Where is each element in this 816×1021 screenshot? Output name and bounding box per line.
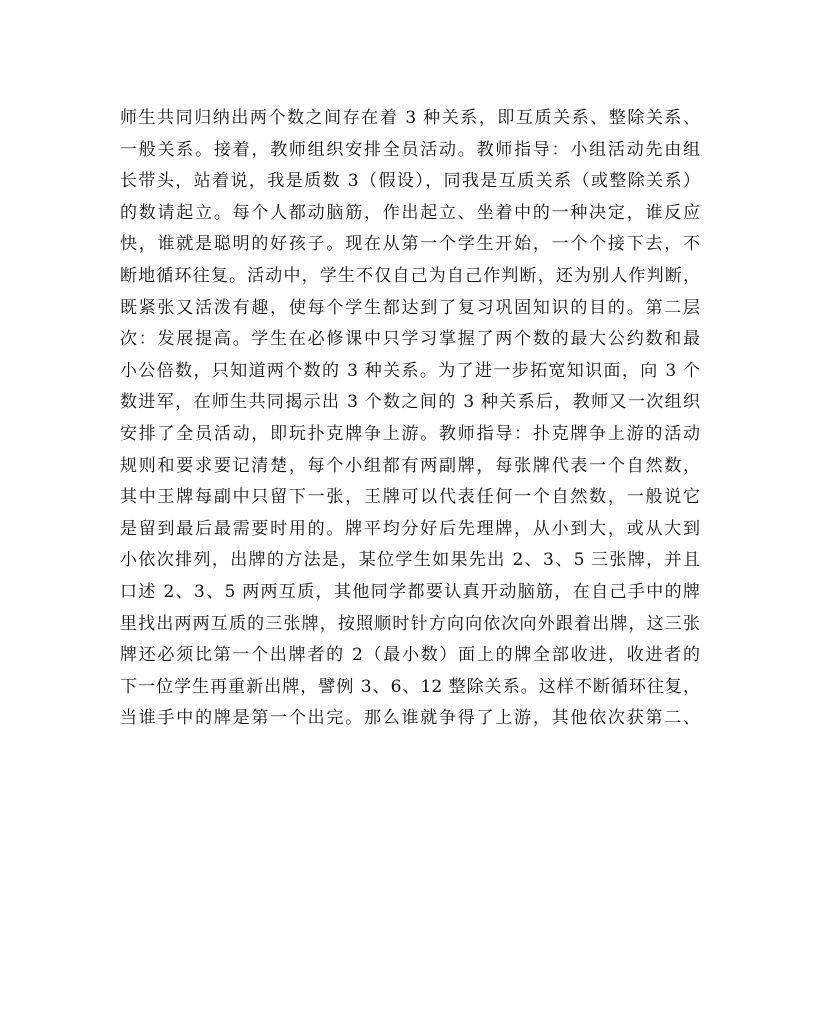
text-line: 下一位学生再重新出牌，譬例 3、6、12 整除关系。这样不断循环往复， xyxy=(120,676,700,697)
text-line: 其中王牌每副中只留下一张，王牌可以代表任何一个自然数，一般说它 xyxy=(120,487,700,508)
text-line: 小公倍数，只知道两个数的 3 种关系。为了进一步拓宽知识面，向 3 个 xyxy=(120,360,700,381)
text-line: 是留到最后最需要时用的。牌平均分好后先理牌，从小到大，或从大到 xyxy=(120,518,700,539)
text-line: 断地循环往复。活动中，学生不仅自己为自己作判断，还为别人作判断， xyxy=(120,265,700,286)
text-line: 快，谁就是聪明的好孩子。现在从第一个学生开始，一个个接下去，不 xyxy=(120,234,700,255)
text-line: 次：发展提高。学生在必修课中只学习掌握了两个数的最大公约数和最 xyxy=(120,329,700,350)
text-line: 当谁手中的牌是第一个出完。那么谁就争得了上游，其他依次获第二、 xyxy=(120,708,700,729)
text-line: 口述 2、3、5 两两互质，其他同学都要认真开动脑筋，在自己手中的牌 xyxy=(120,581,700,602)
text-line: 小依次排列，出牌的方法是，某位学生如果先出 2、3、5 三张牌，并且 xyxy=(120,550,700,571)
text-line: 长带头，站着说，我是质数 3（假设），同我是互质关系（或整除关系） xyxy=(120,171,700,192)
text-line: 里找出两两互质的三张牌，按照顺时针方向向依次向外跟着出牌，这三张 xyxy=(120,613,700,634)
text-line: 数进军，在师生共同揭示出 3 个数之间的 3 种关系后，教师又一次组织 xyxy=(120,392,700,413)
text-line: 师生共同归纳出两个数之间存在着 3 种关系，即互质关系、整除关系、 xyxy=(120,108,700,128)
text-line: 规则和要求要记清楚，每个小组都有两副牌，每张牌代表一个自然数， xyxy=(120,455,700,476)
text-line: 既紧张又活泼有趣，使每个学生都达到了复习巩固知识的目的。第二层 xyxy=(120,297,700,318)
text-line: 一般关系。接着，教师组织安排全员活动。教师指导：小组活动先由组 xyxy=(120,139,700,160)
text-line: 安排了全员活动，即玩扑克牌争上游。教师指导：扑克牌争上游的活动 xyxy=(120,423,700,444)
body-text xyxy=(120,103,700,735)
text-line: 牌还必须比第一个出牌者的 2（最小数）面上的牌全部收进，收进者的 xyxy=(120,645,700,666)
text-line: 的数请起立。每个人都动脑筋，作出起立、坐着中的一种决定，谁反应 xyxy=(120,202,700,223)
